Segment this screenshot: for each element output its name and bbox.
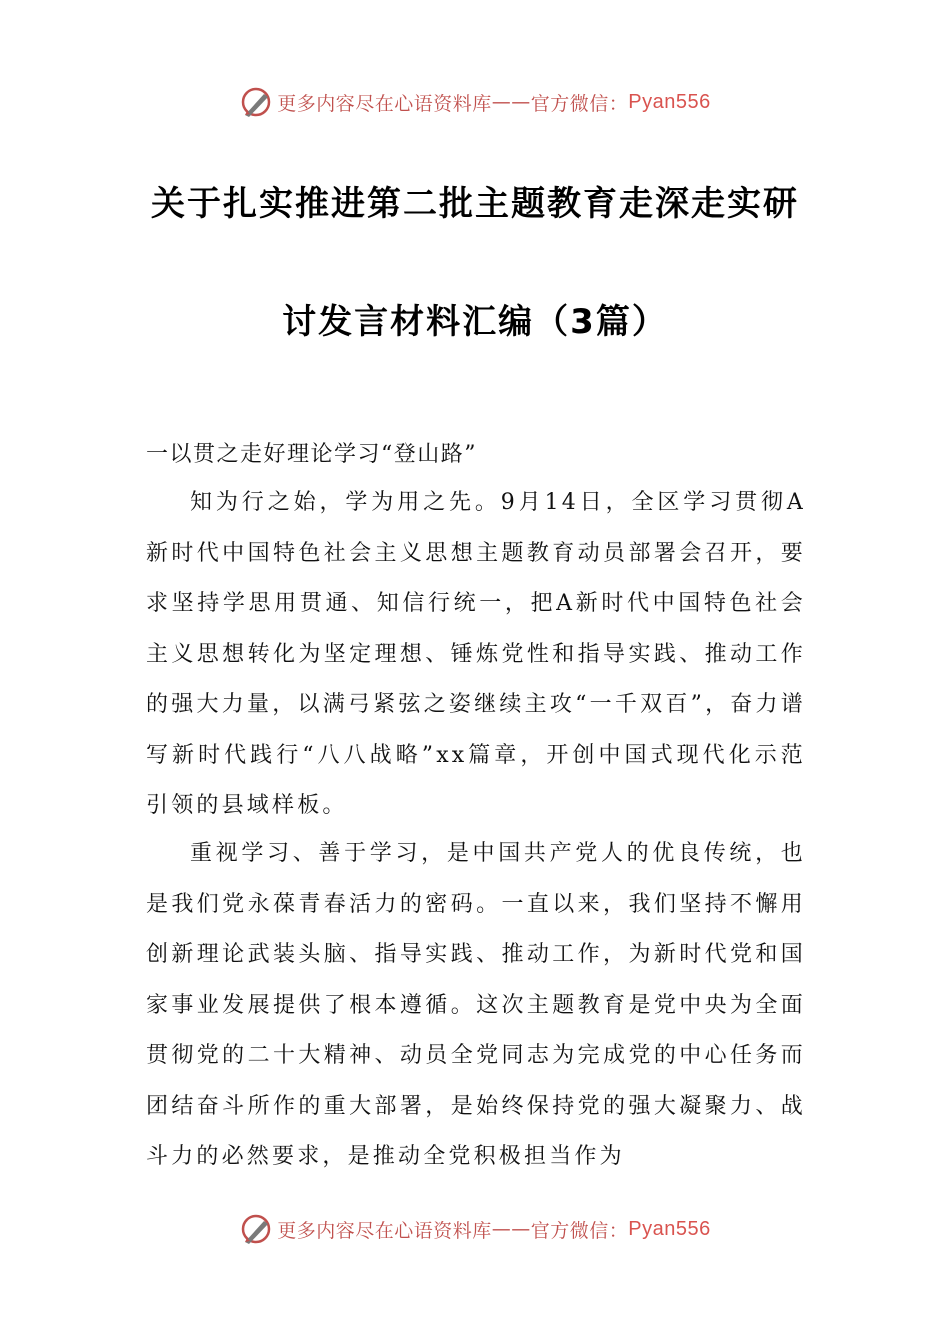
watermark-prefix: 更多内容尽在心语资料库: [277, 1219, 492, 1242]
pen-logo-icon: [239, 1212, 273, 1246]
watermark-prefix: 更多内容尽在心语资料库: [277, 92, 492, 115]
document-title-line-2: 讨发言材料汇编（3篇）: [282, 302, 668, 342]
watermark-middle: 官方微信：: [530, 92, 629, 115]
body-paragraph: 知为行之始，学为用之先。9月14日，全区学习贯彻A新时代中国特色社会主义思想主题教育动员部署会召开，要求坚持学思用贯通、知信行统一，把A新时代中国特色社会主义思想转化为坚定理想、锤炼党性和指导实践、推动工作的强大力量，以满弓紧弦之姿继续主攻“一千双百”，奋力谱写新时代践行“八八战略”xx篇章，开创中国式现代化示范引领的县域样板。: [146, 490, 806, 818]
document-title-line-1: 关于扎实推进第二批主题教育走深走实研: [151, 184, 799, 224]
watermark-banner-bottom: [0, 1209, 950, 1249]
pen-logo-icon: [239, 85, 273, 119]
watermark-brand: Pyan556: [628, 90, 711, 113]
watermark-brand: Pyan556: [628, 1217, 711, 1240]
watermark-dash: ——: [491, 1218, 531, 1240]
watermark-banner-top: [0, 82, 950, 122]
section-heading: 一以贯之走好理论学习“登山路”: [146, 442, 477, 467]
watermark-middle: 官方微信：: [530, 1219, 629, 1242]
body-paragraph: 重视学习、善于学习，是中国共产党人的优良传统，也是我们党永葆青春活力的密码。一直以来，我们坚持不懈用创新理论武装头脑、指导实践、推动工作，为新时代党和国家事业发展提供了根本遵循。这次主题教育是党中央为全面贯彻党的二十大精神、动员全党同志为完成党的中心任务而团结奋斗所作的重大部署，是始终保持党的强大凝聚力、战斗力的必然要求，是推动全党积极担当作为: [146, 841, 806, 1169]
watermark-dash: ——: [491, 91, 531, 113]
